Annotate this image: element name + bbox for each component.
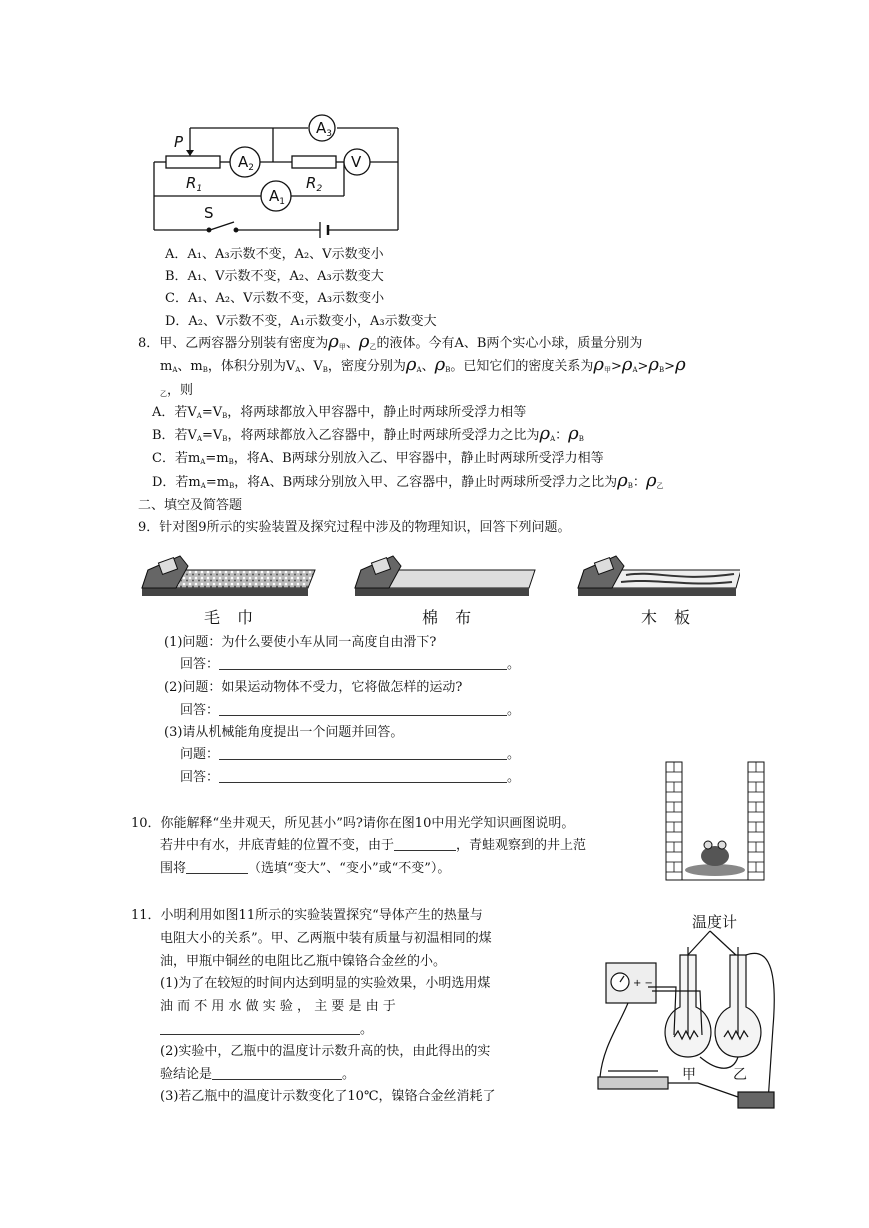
- fig-flask-jia-label: 甲: [682, 1067, 696, 1083]
- q10-line1: 10．你能解释“坐井观天，所见甚小”吗?请你在图10中用光学知识画图说明。: [131, 816, 575, 831]
- q9-answer-1: 回答： 。: [180, 657, 521, 672]
- section-heading: 二、填空及简答题: [138, 498, 243, 513]
- circuit-diagram: [148, 110, 408, 240]
- q9-ramp-figures: [140, 552, 740, 608]
- q9-answer-2: 回答： 。: [180, 703, 521, 718]
- q7-option-c: C．A₁、A₂、V示数不变，A₃示数变小: [165, 291, 385, 306]
- well-frog-figure: [664, 760, 766, 884]
- caption-towel: 毛 巾: [204, 608, 260, 627]
- ramp-cotton: [355, 556, 535, 596]
- caption-cotton: 棉 布: [422, 608, 478, 627]
- q7-option-b: B．A₁、V示数不变，A₂、A₃示数变大: [165, 269, 384, 284]
- q8-stem-line2: $m_A$、$m_B$，体积分别为$V_A$、$V_B$，密度分别为$\rho_A$、$\rho_B$。已知它们的密度关系为$\rho_甲>\rho_A>\rho_B>\rho$: [160, 354, 686, 375]
- svg-text:+ −: + −: [633, 978, 653, 989]
- q11-line2: 电阻大小的关系”。甲、乙两瓶中装有质量与初温相同的煤: [160, 931, 492, 946]
- switch-s-label: S: [204, 204, 214, 222]
- q8-option-b: B．若$V_A=V_B$，将两球都放入乙容器中，静止时两球所受浮力之比为$\rho_A$：$\rho_B$: [152, 423, 584, 444]
- q11-line8: 验结论是 。: [160, 1067, 356, 1082]
- q8-option-a: A．若$V_A=V_B$，将两球都放入甲容器中，静止时两球所受浮力相等: [152, 405, 527, 420]
- q9-answer-3-answer: 回答： 。: [180, 770, 521, 785]
- q11-line4: (1)为了在较短的时间内达到明显的实验效果，小明选用煤: [160, 976, 491, 991]
- q8-stem-line1: 8．甲、乙两容器分别装有密度为$\rho_甲$、$\rho_乙$的液体。今有A、B两个实心小球，质量分别为: [138, 331, 643, 352]
- q9-answer-3-question: 问题： 。: [180, 747, 521, 762]
- q8-stem-line3: $_乙$，则: [160, 383, 194, 398]
- ammeter-a1-label: $A_1$: [269, 187, 285, 207]
- q9-stem: 9．针对图9所示的实验装置及探究过程中涉及的物理知识，回答下列问题。: [138, 520, 571, 535]
- q7-option-d: D．A₂、V示数不变，A₁示数变小，A₃示数变大: [165, 314, 437, 329]
- ramp-towel: [142, 556, 315, 596]
- q8-option-c: C．若$m_A=m_B$，将A、B两球分别放入乙、甲容器中，静止时两球所受浮力相等: [152, 451, 604, 466]
- q7-option-a: A．A₁、A₃示数不变，A₂、V示数变小: [165, 247, 384, 262]
- q11-line6: 。: [160, 1021, 373, 1039]
- q9-question-1: (1)问题：为什么要使小车从同一高度自由滑下?: [164, 635, 437, 650]
- q10-line2: 若井中有水，井底青蛙的位置不变，由于 ，青蛙观察到的井上范: [160, 838, 587, 853]
- resistor-r2-label: $R_2$: [306, 174, 323, 194]
- q10-line3: 围将 （选填“变大”、“变小”或“不变”）。: [160, 861, 451, 876]
- q9-question-2: (2)问题：如果运动物体不受力，它将做怎样的运动?: [164, 680, 463, 695]
- fig-thermometer-label: 温度计: [692, 913, 738, 931]
- ammeter-a3-label: $A_3$: [316, 119, 332, 139]
- q11-line7: (2)实验中，乙瓶中的温度计示数升高的快，由此得出的实: [160, 1044, 491, 1059]
- q11-line5: 油 而 不 用 水 做 实 验 ， 主 要 是 由 于: [160, 999, 396, 1014]
- q8-option-d: D．若$m_A=m_B$，将A、B两球分别放入甲、乙容器中，静止时两球所受浮力之比为$\rho_B$：$\rho_乙$: [152, 470, 664, 491]
- joule-heating-figure: [588, 907, 790, 1122]
- resistor-r1-label: $R_1$: [186, 174, 203, 194]
- q9-question-3: (3)请从机械能角度提出一个问题并回答。: [164, 725, 404, 740]
- q11-line9: (3)若乙瓶中的温度计示数变化了10℃，镍铬合金丝消耗了: [160, 1089, 496, 1104]
- q11-line3: 油，甲瓶中铜丝的电阻比乙瓶中镍铬合金丝的小。: [160, 954, 447, 969]
- fig-flask-yi-label: 乙: [733, 1067, 747, 1083]
- slider-p-label: P: [174, 133, 184, 151]
- caption-wood: 木 板: [641, 608, 697, 627]
- q11-line1: 11．小明利用如图11所示的实验装置探究“导体产生的热量与: [131, 908, 483, 923]
- voltmeter-label: V: [351, 153, 362, 171]
- ammeter-a2-label: $A_2$: [238, 153, 254, 173]
- ramp-wood: [578, 556, 740, 596]
